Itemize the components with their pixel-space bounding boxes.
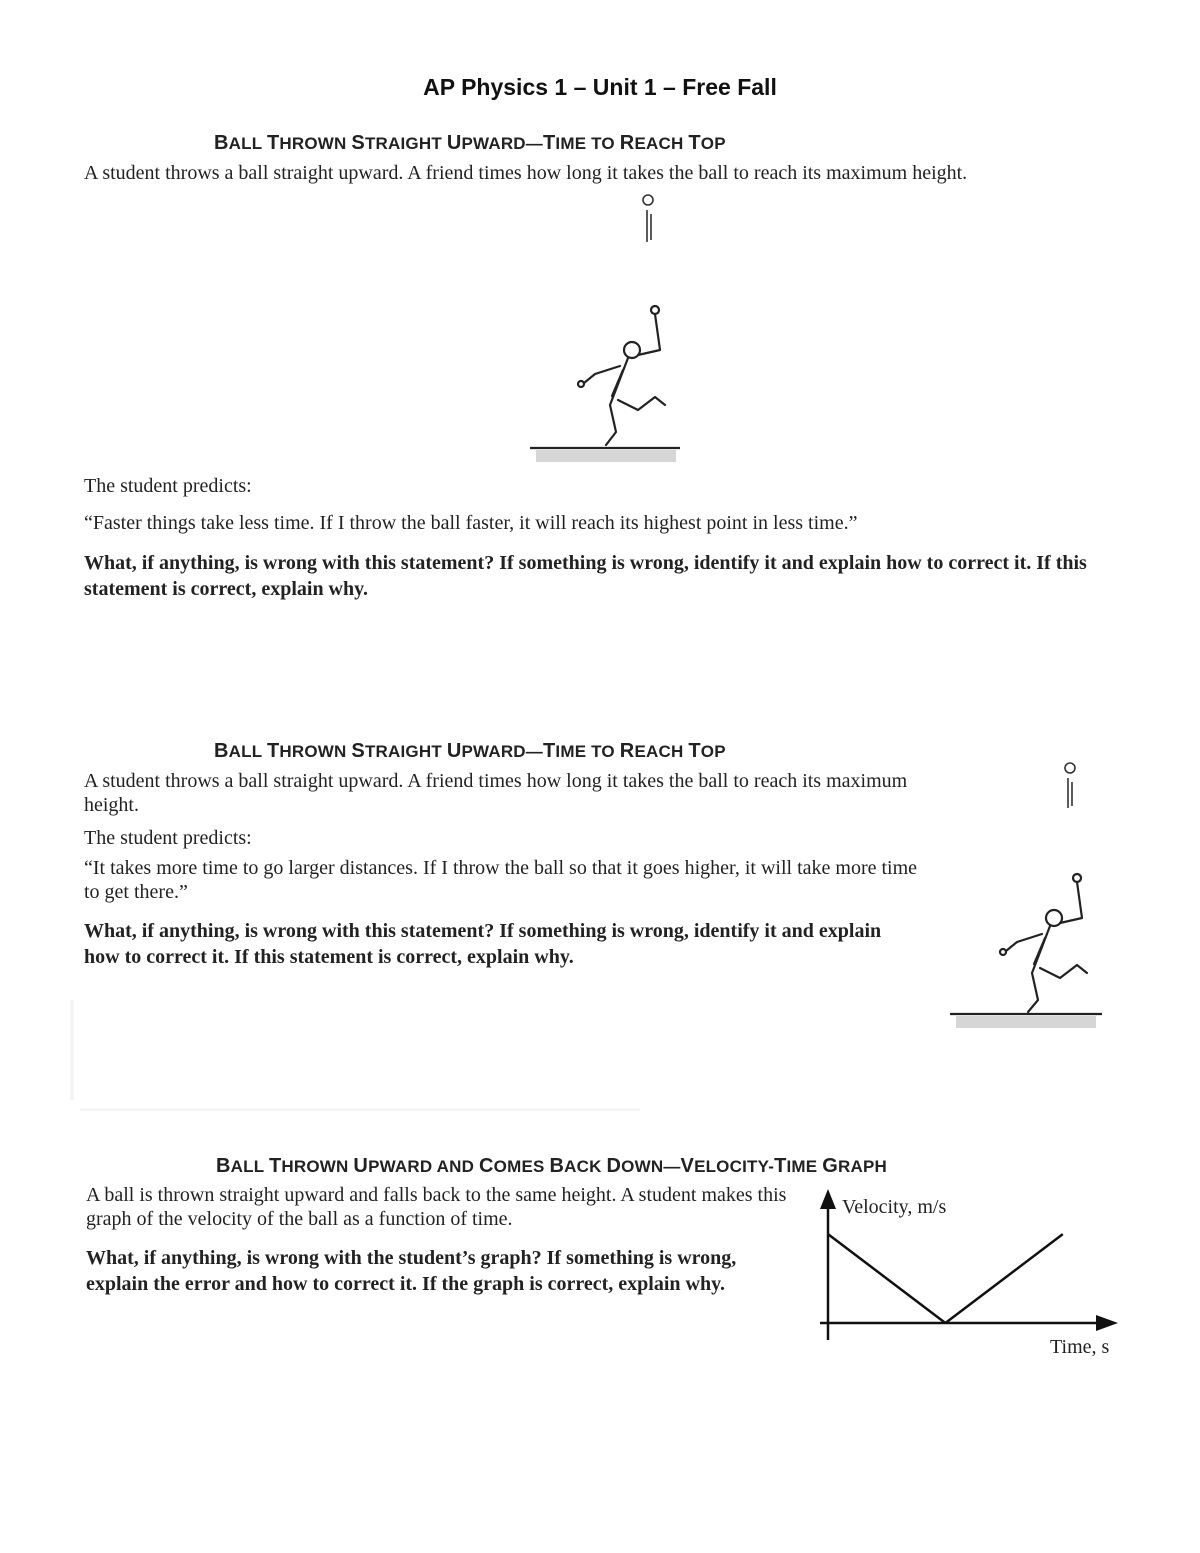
section2-heading: BALL THROWN STRAIGHT UPWARD—TIME TO REACH TOP	[214, 740, 726, 762]
velocity-time-graph	[810, 1185, 1130, 1365]
section1-predicts-label: The student predicts:	[84, 475, 252, 497]
ball-in-air-icon	[643, 195, 653, 242]
section2-intro: A student throws a ball straight upward. A friend times how long it takes the ball to reach its maximum height.	[84, 770, 908, 816]
section1-intro: A student throws a ball straight upward. A friend times how long it takes the ball to reach its maximum height.	[84, 162, 968, 184]
section3-intro: A ball is thrown straight upward and falls back to the same height. A student makes this graph of the velocity of the ball as a function of time.	[86, 1184, 787, 1230]
section2-quote: “It takes more time to go larger distances. If I throw the ball so that it goes higher, it will take more time to get there.”	[84, 857, 918, 903]
stick-figure-icon	[1000, 874, 1087, 1012]
velocity-line-segment	[828, 1234, 945, 1323]
section2-predicts-label: The student predicts:	[84, 827, 252, 849]
scan-edge-artifact	[70, 1000, 74, 1100]
velocity-line-segment	[945, 1234, 1062, 1323]
section3-heading: BALL THROWN UPWARD AND COMES BACK DOWN—VELOCITY-TIME GRAPH	[216, 1155, 888, 1177]
section1-heading: BALL THROWN STRAIGHT UPWARD—TIME TO REACH TOP	[214, 132, 726, 154]
section1-quote: “Faster things take less time. If I throw the ball faster, it will reach its highest point in less time.”	[84, 512, 858, 534]
section1-figure	[520, 190, 700, 470]
section3-question: What, if anything, is wrong with the student’s graph? If something is wrong, explain the error and how to correct it. If the graph is correct, explain why.	[86, 1247, 737, 1295]
ball-in-air-icon	[1065, 763, 1075, 808]
ground-shadow	[536, 450, 676, 462]
scan-edge-artifact	[80, 1108, 640, 1111]
x-axis-label: Time, s	[1050, 1336, 1110, 1358]
page-title: AP Physics 1 – Unit 1 – Free Fall	[423, 74, 777, 100]
x-axis-arrow	[1096, 1315, 1118, 1331]
ground-shadow	[956, 1016, 1096, 1028]
section2-figure	[942, 756, 1122, 1036]
section1-question: What, if anything, is wrong with this statement? If something is wrong, identify it and explain how to correct it. If this statement is correct, explain why.	[84, 552, 1087, 600]
y-axis-arrow	[820, 1189, 836, 1209]
y-axis-label: Velocity, m/s	[842, 1196, 947, 1218]
section2-question: What, if anything, is wrong with this statement? If something is wrong, identify it and explain how to correct it. If this statement is correct, explain why.	[84, 920, 882, 968]
stick-figure-icon	[578, 306, 665, 445]
